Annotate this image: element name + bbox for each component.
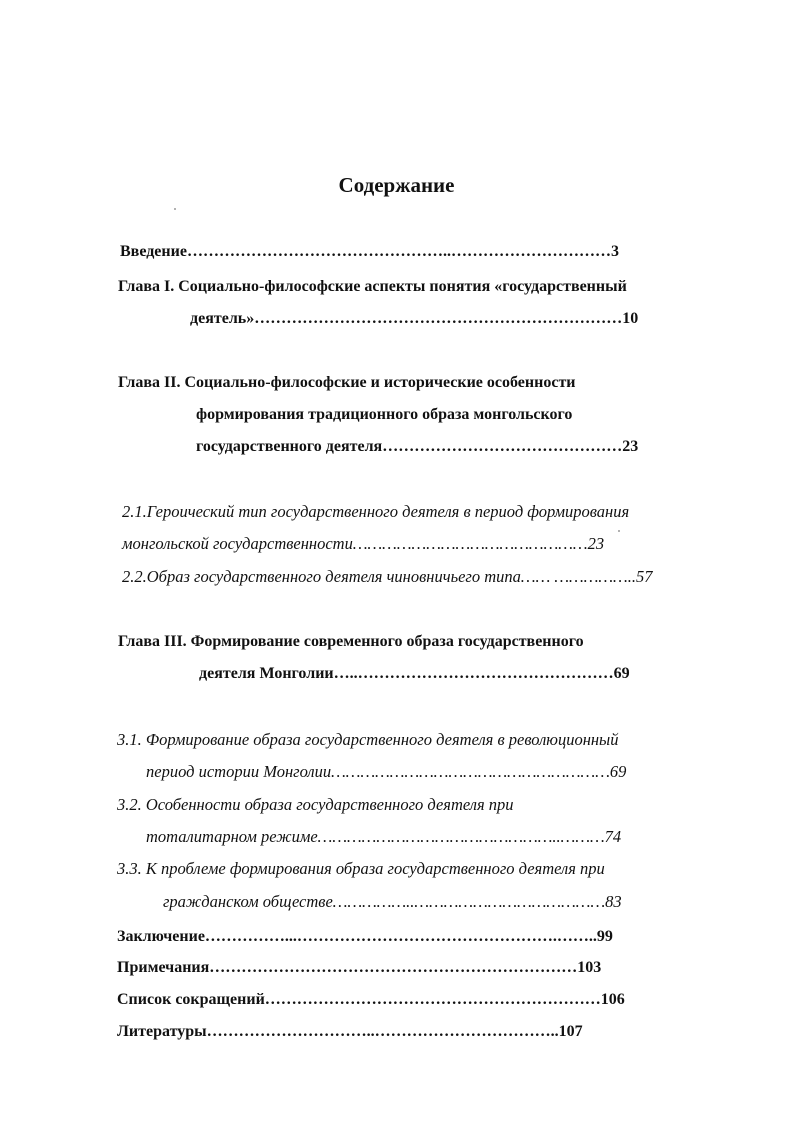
toc-entry-chapter-2-line-1: Глава II. Социально-философские и исторические особенности [118,374,576,391]
toc-entry-section-3-2-line-1: 3.2. Особенности образа государственного деятеля при [117,795,514,814]
toc-entry-section-3-1-line-1: 3.1. Формирование образа государственного деятеля в революционный [117,730,619,749]
toc-entry-section-3-3-line-2: гражданском обществе……………..…………………………………83 [163,892,622,911]
toc-entry-section-2-1-line-1: 2.1.Героический тип государственного деятеля в период формирования [122,502,630,521]
toc-entry-chapter-2-line-3: государственного деятеля………………………………………23 [196,438,639,455]
toc-entry-section-3-1-line-2: период истории Монголии…………………………………………………69 [146,762,627,781]
toc-entry-chapter-1-line-1: Глава I. Социально-философские аспекты понятия «государственный [118,278,627,295]
toc-entry-chapter-3-line-2: деятеля Монголии…..…………………………………………69 [199,665,630,682]
toc-entry-chapter-2-line-2: формирования традиционного образа монгольского [196,406,573,423]
toc-entry-conclusion: Заключение……………...………………………………………….……..99 [117,928,613,945]
toc-entry-introduction: Введение…………………………………………..…………………………3 [120,243,619,260]
scan-speck [174,208,176,210]
toc-entry-section-2-1-line-2: монгольской государственности…………………………………………23 [122,534,605,553]
toc-entry-section-3-2-line-2: тоталитарном режиме…………………………………………..………74 [146,827,622,846]
scan-speck [618,530,620,532]
toc-entry-chapter-3-line-1: Глава III. Формирование современного образа государственного [118,633,584,650]
toc-entry-notes: Примечания……………………………………………………………103 [117,959,602,976]
toc-entry-section-3-3-line-1: 3.3. К проблеме формирования образа государственного деятеля при [117,859,605,878]
toc-entry-literature: Литературы…………………………..……………………………..107 [117,1023,583,1040]
toc-entry-chapter-1-line-2: деятель»……………………………………………………………10 [190,310,639,327]
toc-title: Содержание [338,173,455,197]
toc-entry-abbreviations: Список сокращений………………………………………………………106 [117,991,625,1008]
toc-entry-section-2-2: 2.2.Образ государственного деятеля чиновничьего типа…… ……………..57 [122,567,653,586]
